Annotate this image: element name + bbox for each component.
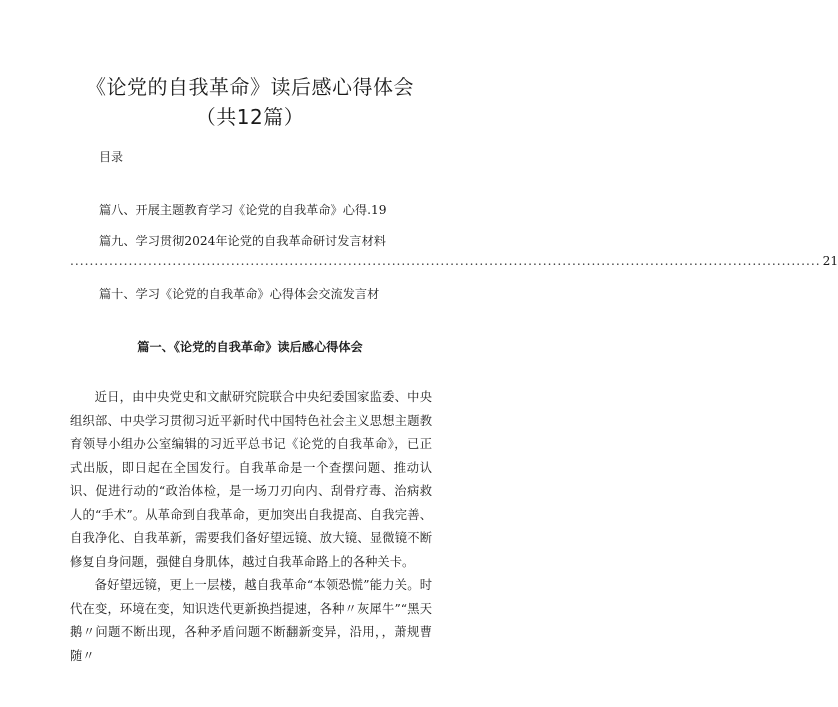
toc-item-continuation xyxy=(70,254,838,268)
toc-heading: 目录 xyxy=(99,150,124,164)
toc-item: 篇八、开展主题教育学习《论党的自我革命》心得.19 xyxy=(99,203,387,217)
body-paragraph: 近日，由中央党史和文献研究院联合中央纪委国家监委、中央组织部、中央学习贯彻习近平新时代中国特色社会主义思想主题教育领导小组办公室编辑的习近平总书记《论党的自我革命》，已正式出版，即日起在全国发行。自我革命是一个查摆问题、推动认识、促进行动的“政治体检，是一场刀刃向内、刮骨疗毒、治病救人的“手术”。从革命到自我革命，更加突出自我提高、自我完善、自我净化、自我革新，需要我们备好望远镜、放大镜、显微镜不断修复自身问题，强健自身肌体，越过自我革命路上的各种关卡。 xyxy=(70,390,432,569)
toc-item: 篇九、学习贯彻2024年论党的自我革命研讨发言材料 xyxy=(99,234,386,248)
section-title: 篇一、《论党的自我革命》读后感心得体会 xyxy=(137,340,363,354)
document-title: 《论党的自我革命》读后感心得体会（共12篇） xyxy=(86,75,414,129)
toc-item: 篇十、学习《论党的自我革命》心得体会交流发言材 xyxy=(99,287,380,301)
body-paragraph: 备好望远镜，更上一层楼，越自我革命“本领恐慌”能力关。时代在变，环境在变，知识迭代更新换挡提速，各种〃灰犀牛”“黑天鹅〃问题不断出现，各种矛盾问题不断翻新变异，沿用，，萧规曹随〃 xyxy=(70,578,432,663)
toc-leader-dots: .......................................................................................................................................................... xyxy=(70,254,821,268)
toc-page-number: 21 xyxy=(822,254,838,268)
